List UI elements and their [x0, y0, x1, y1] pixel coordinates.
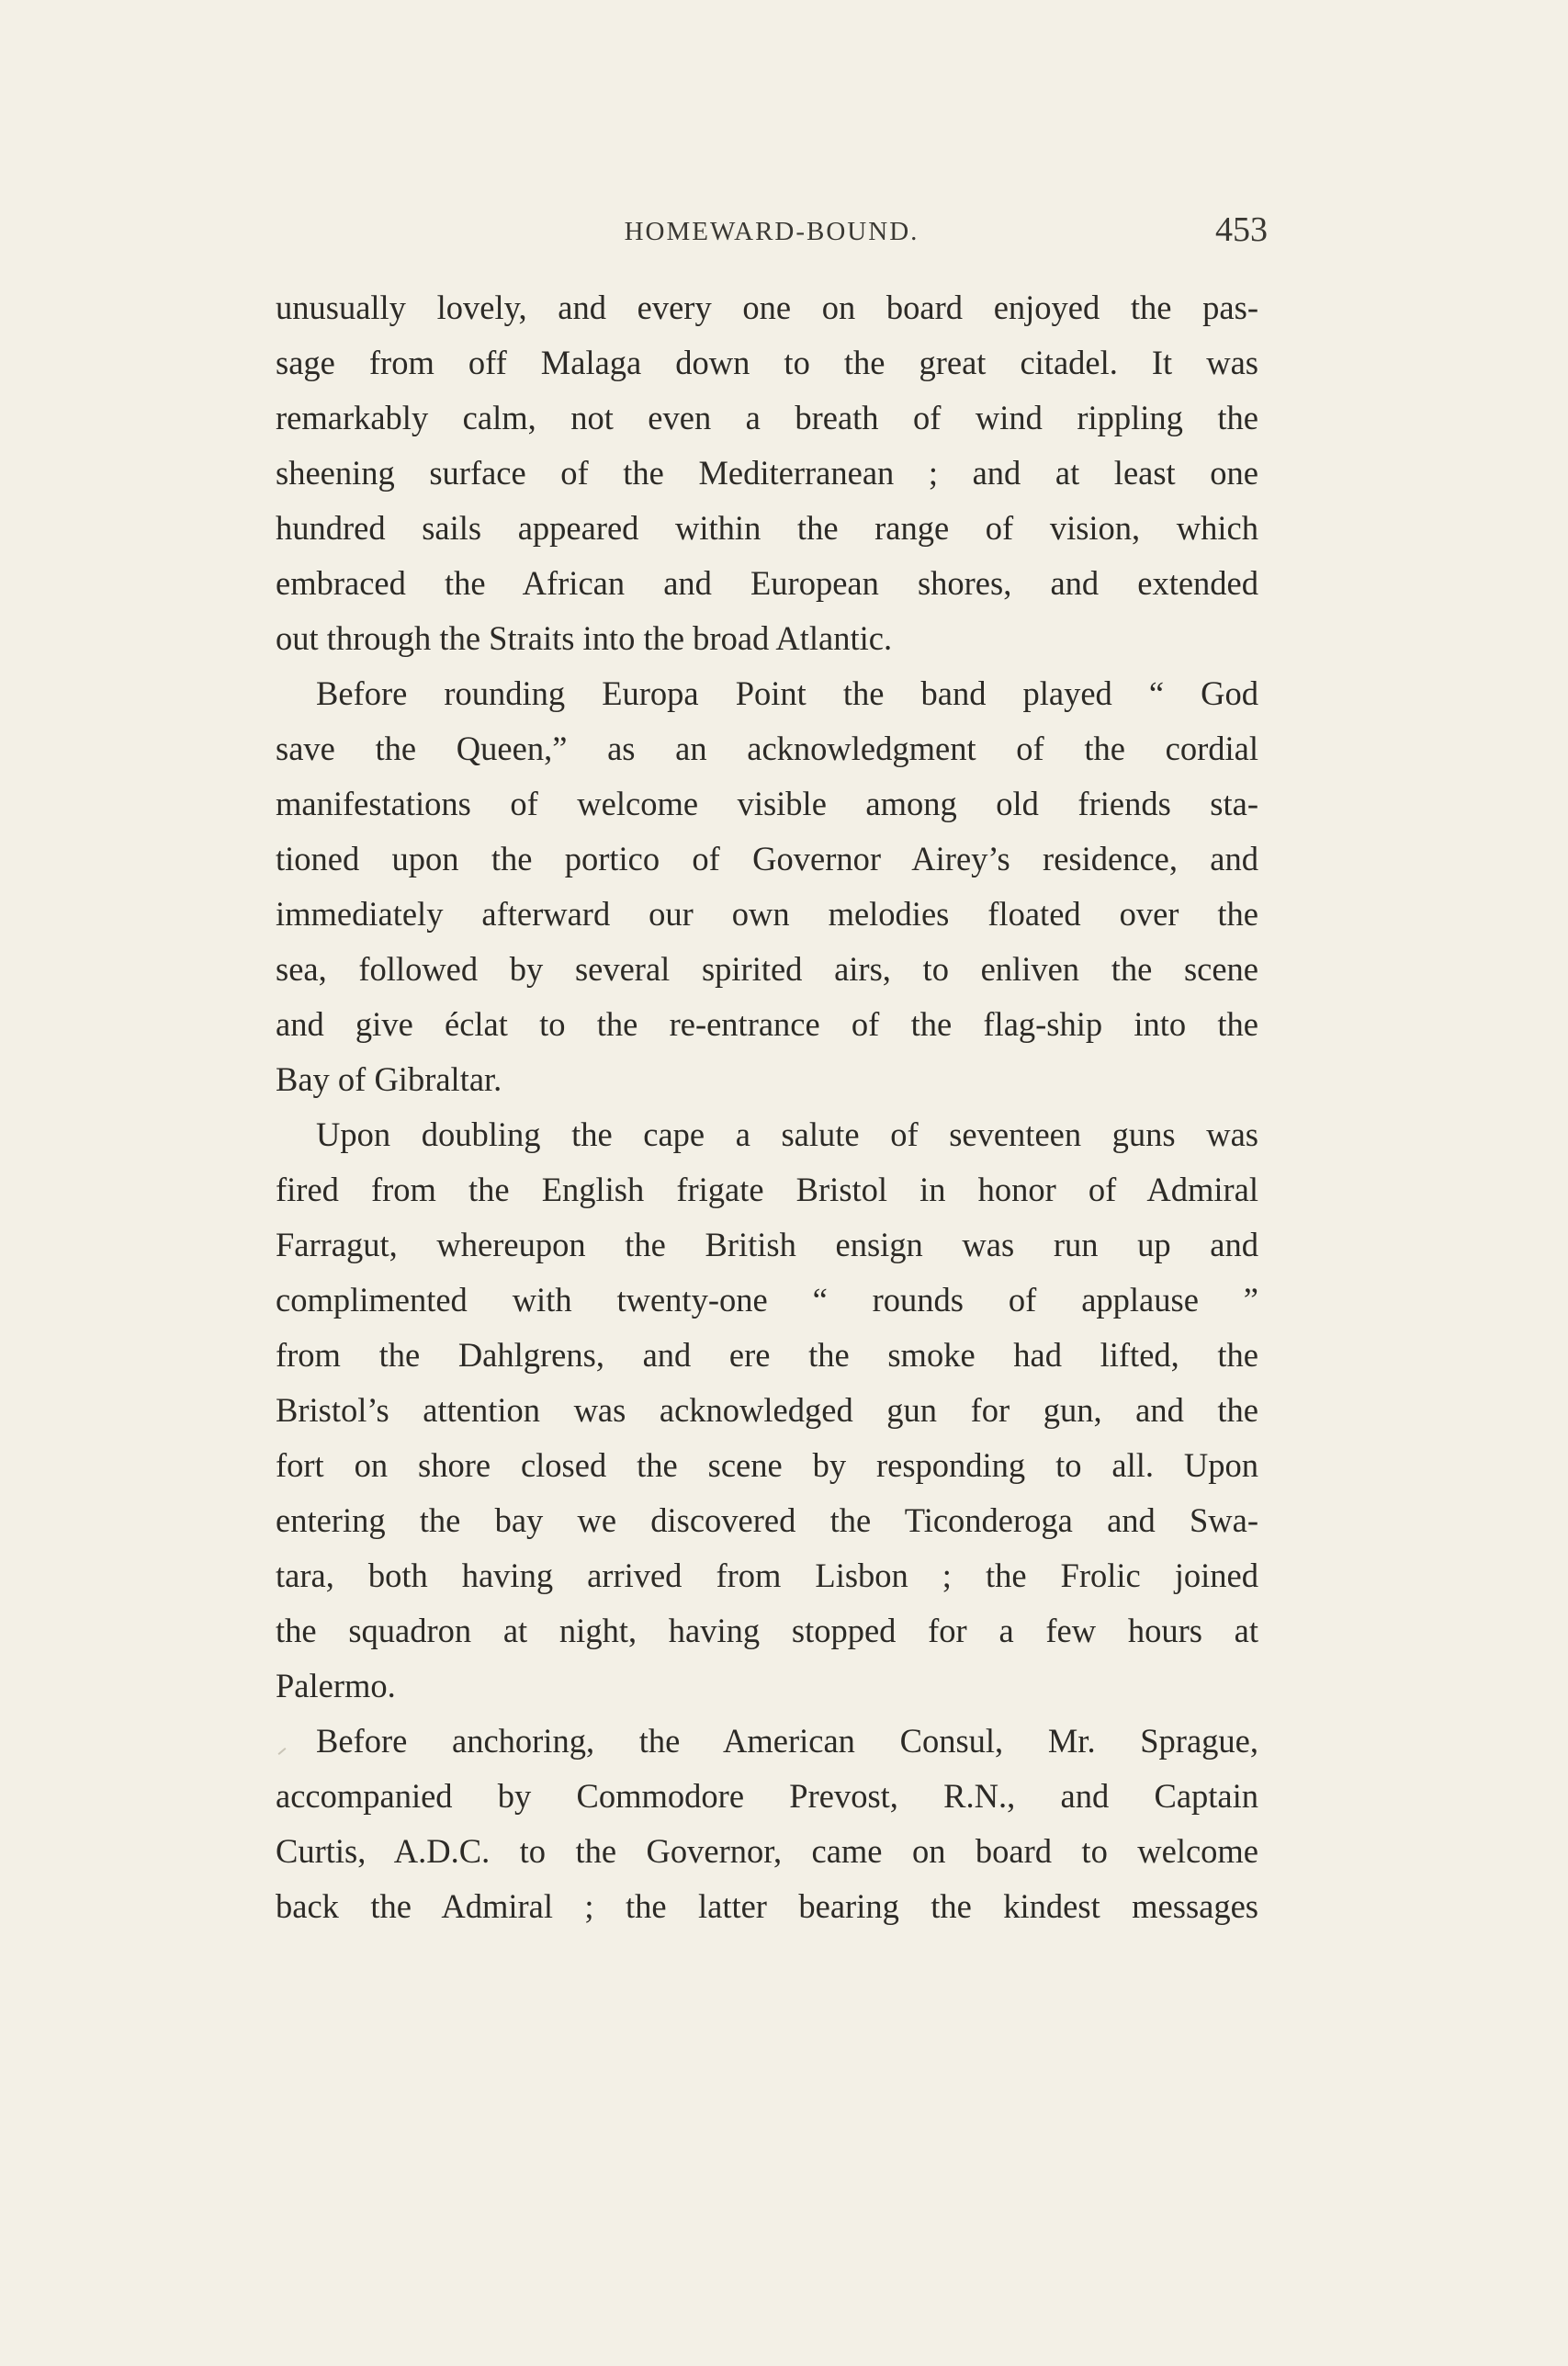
- running-title: HOMEWARD-BOUND.: [624, 217, 919, 246]
- page-number: 453: [1215, 210, 1268, 249]
- text-line: embraced the African and European shores, and extended: [276, 564, 1258, 602]
- text-line: and give éclat to the re-entrance of the flag-ship into the: [276, 1005, 1258, 1043]
- text-line: from the Dahlgrens, and ere the smoke had lifted, the: [276, 1336, 1258, 1374]
- text-line: hundred sails appeared within the range of vision, which: [276, 509, 1258, 547]
- text-line: fired from the English frigate Bristol in honor of Admiral: [276, 1171, 1258, 1208]
- text-line: sea, followed by several spirited airs, to enliven the scene: [276, 950, 1258, 988]
- text-line: tara, both having arrived from Lisbon ; the Frolic joined: [276, 1557, 1258, 1594]
- text-line: Bristol’s attention was acknowledged gun for gun, and the: [276, 1391, 1258, 1429]
- text-line: sheening surface of the Mediterranean ; and at least one: [276, 454, 1258, 492]
- text-line: remarkably calm, not even a breath of wind rippling the: [276, 399, 1258, 436]
- text-line: Before anchoring, the American Consul, Mr. Sprague,: [316, 1722, 1258, 1760]
- text-line: fort on shore closed the scene by responding to all. Upon: [276, 1446, 1258, 1484]
- text-line: Palermo.: [276, 1667, 396, 1704]
- text-line: save the Queen,” as an acknowledgment of the cordial: [276, 730, 1258, 767]
- text-line: Curtis, A.D.C. to the Governor, came on board to welcome: [276, 1832, 1258, 1870]
- text-line: sage from off Malaga down to the great citadel. It was: [276, 344, 1258, 381]
- text-line: accompanied by Commodore Prevost, R.N., and Captain: [276, 1777, 1258, 1815]
- text-line: back the Admiral ; the latter bearing the kindest messages: [276, 1887, 1258, 1925]
- text-line: tioned upon the portico of Governor Airey’s residence, and: [276, 840, 1258, 877]
- text-line: Before rounding Europa Point the band played “ God: [316, 674, 1258, 712]
- text-line: Upon doubling the cape a salute of seventeen guns was: [316, 1115, 1258, 1153]
- body-text: [276, 280, 1258, 1934]
- text-line: immediately afterward our own melodies floated over the: [276, 895, 1258, 933]
- text-line: the squadron at night, having stopped for a few hours at: [276, 1612, 1258, 1649]
- running-header: [276, 209, 1268, 255]
- text-line: unusually lovely, and every one on board enjoyed the pas-: [276, 289, 1258, 326]
- text-line: Farragut, whereupon the British ensign was run up and: [276, 1226, 1258, 1263]
- text-line: Bay of Gibraltar.: [276, 1060, 502, 1098]
- text-line: entering the bay we discovered the Ticonderoga and Swa-: [276, 1501, 1258, 1539]
- text-line: manifestations of welcome visible among old friends sta-: [276, 785, 1258, 822]
- text-line: out through the Straits into the broad Atlantic.: [276, 619, 893, 657]
- text-line: complimented with twenty-one “ rounds of applause ”: [276, 1281, 1258, 1319]
